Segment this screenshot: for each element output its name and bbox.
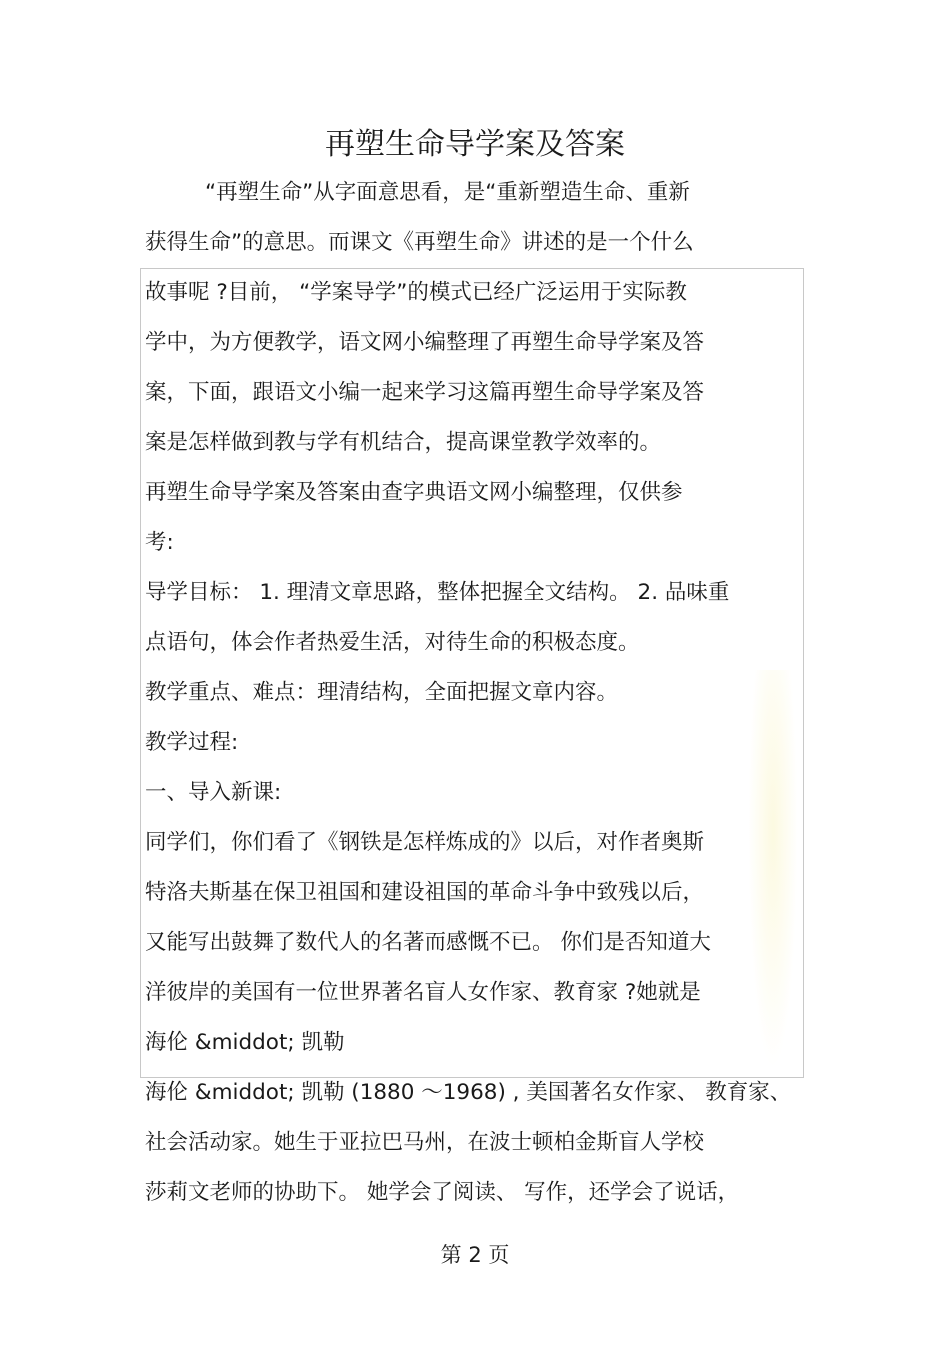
text-line: 教学过程: xyxy=(145,730,239,755)
scan-smudge xyxy=(748,670,798,1070)
text-line: 同学们，你们看了《钢铁是怎样炼成的》以后，对作者奥斯 xyxy=(145,830,705,855)
document-title: 再塑生命导学案及答案 xyxy=(325,127,625,162)
page-number: 第 2 页 xyxy=(440,1243,510,1267)
text-line: 特洛夫斯基在保卫祖国和建设祖国的革命斗争中致残以后， xyxy=(145,880,705,905)
text-line: 洋彼岸的美国有一位世界著名盲人女作家、教育家 ?她就是 xyxy=(145,980,701,1005)
text-line: 案，下面，跟语文小编一起来学习这篇再塑生命导学案及答 xyxy=(145,380,705,405)
text-line: 海伦 &middot; 凯勒 xyxy=(145,1030,345,1055)
text-line: 一、导入新课: xyxy=(145,780,282,805)
text-line: 故事呢 ?目前， “学案导学”的模式已经广泛运用于实际教 xyxy=(145,280,687,305)
text-line: 莎莉文老师的协助下。 她学会了阅读、 写作，还学会了说话， xyxy=(145,1180,740,1205)
text-line: 再塑生命导学案及答案由查字典语文网小编整理，仅供参 xyxy=(145,480,683,505)
text-line: 教学重点、难点：理清结构，全面把握文章内容。 xyxy=(145,680,619,705)
text-line: “再塑生命”从字面意思看，是“重新塑造生命、重新 xyxy=(205,180,690,205)
text-line: 导学目标： 1. 理清文章思路，整体把握全文结构。 2. 品味重 xyxy=(145,580,730,605)
text-line: 又能写出鼓舞了数代人的名著而感慨不已。 你们是否知道大 xyxy=(145,930,711,955)
text-line: 案是怎样做到教与学有机结合，提高课堂教学效率的。 xyxy=(145,430,662,455)
text-line: 学中，为方便教学，语文网小编整理了再塑生命导学案及答 xyxy=(145,330,705,355)
text-line: 海伦 &middot; 凯勒 (1880 ～1968) , 美国著名女作家、 教育家、 xyxy=(145,1080,792,1105)
text-line: 考: xyxy=(145,530,174,555)
text-line: 获得生命”的意思。而课文《再塑生命》讲述的是一个什么 xyxy=(145,230,694,255)
text-line: 社会活动家。她生于亚拉巴马州，在波士顿柏金斯盲人学校 xyxy=(145,1130,705,1155)
text-line: 点语句，体会作者热爱生活，对待生命的积极态度。 xyxy=(145,630,640,655)
